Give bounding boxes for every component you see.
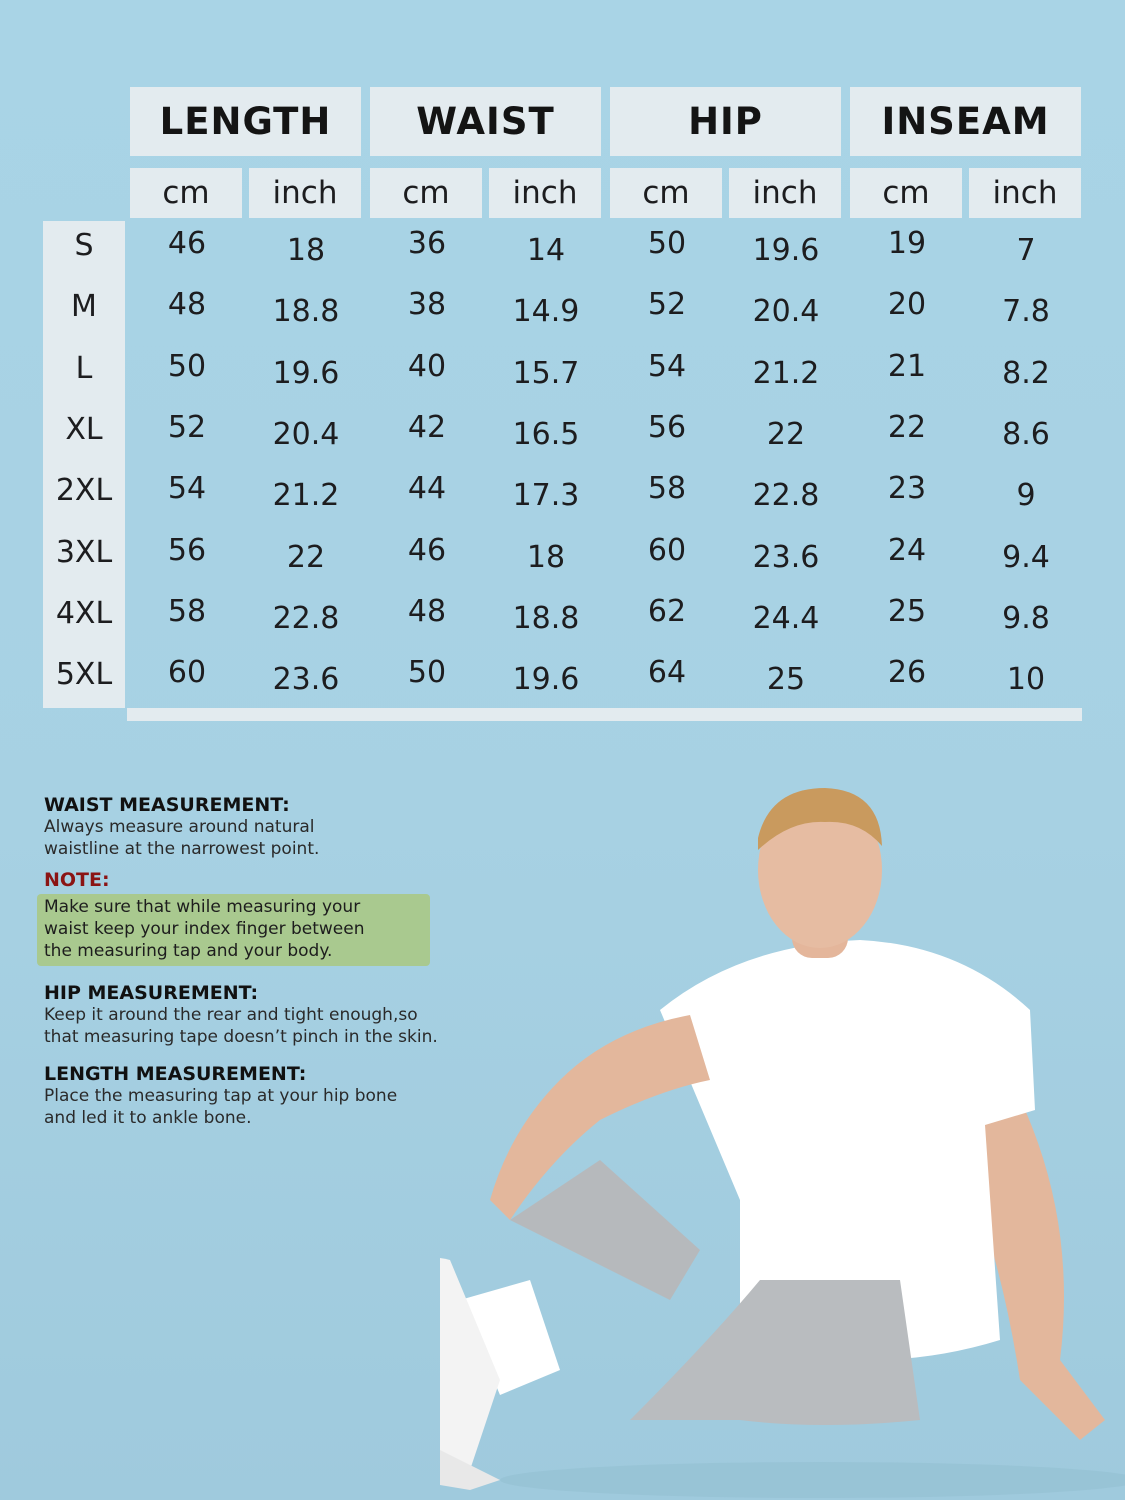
table-cell: 21 — [887, 348, 927, 384]
table-cell: 60 — [167, 655, 207, 691]
unit-waist-inch: inch — [489, 168, 601, 218]
note-box — [37, 894, 430, 966]
table-cell: 60 — [647, 532, 687, 568]
length-text-1: Place the measuring tap at your hip bone — [44, 1086, 398, 1106]
table-cell: 22.8 — [272, 600, 340, 636]
unit-hip-cm: cm — [610, 168, 722, 218]
table-cell: 50 — [407, 655, 447, 691]
length-text-2: and led it to ankle bone. — [44, 1108, 252, 1128]
unit-inseam-inch: inch — [969, 168, 1081, 218]
hip-text-2: that measuring tape doesn’t pinch in the skin. — [44, 1027, 438, 1047]
size-label: 5XL — [55, 657, 113, 693]
table-cell: 23.6 — [752, 539, 820, 575]
table-cell: 40 — [407, 348, 447, 384]
table-cell: 21.2 — [752, 355, 820, 391]
note-title: NOTE: — [44, 869, 110, 891]
model-photo — [440, 780, 1125, 1500]
table-cell: 24.4 — [752, 600, 820, 636]
table-cell: 18.8 — [272, 294, 340, 330]
table-cell: 8.2 — [1002, 355, 1050, 391]
table-cell: 42 — [407, 409, 447, 445]
note-title-wrap — [44, 869, 504, 891]
unit-waist-cm: cm — [370, 168, 482, 218]
table-cell: 20.4 — [272, 416, 340, 452]
unit-length-cm: cm — [130, 168, 242, 218]
size-label: 4XL — [55, 595, 113, 631]
size-label: S — [74, 228, 94, 263]
table-cell: 22 — [286, 539, 326, 575]
table-cell: 22.8 — [752, 478, 820, 514]
table-cell: 58 — [167, 593, 207, 629]
table-cell: 20 — [887, 287, 927, 323]
table-cell: 18 — [286, 233, 326, 268]
table-cell: 23.6 — [272, 662, 340, 698]
length-instructions — [44, 1063, 504, 1129]
table-cell: 58 — [647, 471, 687, 507]
table-cell: 62 — [647, 593, 687, 629]
table-cell: 22 — [766, 416, 806, 452]
table-cell: 21.2 — [272, 478, 340, 514]
table-cell: 46 — [407, 532, 447, 568]
size-label: M — [71, 289, 97, 325]
table-cell: 64 — [647, 655, 687, 691]
table-cell: 18 — [526, 539, 566, 575]
note-text-3: the measuring tap and your body. — [44, 941, 333, 961]
length-title: LENGTH MEASUREMENT: — [44, 1063, 307, 1085]
table-cell: 52 — [167, 409, 207, 445]
table-cell: 8.6 — [1002, 416, 1050, 452]
unit-length-inch: inch — [249, 168, 361, 218]
table-cell: 9.8 — [1002, 600, 1050, 636]
table-cell: 9.4 — [1002, 539, 1050, 575]
header-hip: HIP — [610, 87, 841, 156]
table-cell: 22 — [887, 409, 927, 445]
table-cell: 14.9 — [512, 294, 580, 330]
table-cell: 56 — [167, 532, 207, 568]
header-inseam: INSEAM — [850, 87, 1081, 156]
table-cell: 19.6 — [512, 662, 580, 698]
table-cell: 19.6 — [752, 233, 820, 268]
table-cell: 26 — [887, 655, 927, 691]
table-cell: 25 — [766, 662, 806, 698]
note-text-2: waist keep your index finger between — [44, 919, 365, 939]
note-text-1: Make sure that while measuring your — [44, 897, 361, 917]
table-cell: 10 — [1006, 662, 1046, 698]
waist-instructions — [44, 794, 504, 860]
table-cell: 14 — [526, 233, 566, 268]
table-cell: 36 — [407, 226, 447, 261]
table-cell: 38 — [407, 287, 447, 323]
table-cell: 18.8 — [512, 600, 580, 636]
size-label: XL — [65, 411, 103, 447]
table-cell: 17.3 — [512, 478, 580, 514]
waist-text-2: waistline at the narrowest point. — [44, 839, 320, 859]
size-label: 3XL — [55, 534, 113, 570]
table-cell: 19 — [887, 226, 927, 261]
table-cell: 7 — [1016, 233, 1036, 268]
table-cell: 7.8 — [1002, 294, 1050, 330]
table-cell: 16.5 — [512, 416, 580, 452]
table-cell: 50 — [647, 226, 687, 261]
table-cell: 23 — [887, 471, 927, 507]
hip-instructions — [44, 982, 504, 1048]
header-waist: WAIST — [370, 87, 601, 156]
unit-hip-inch: inch — [729, 168, 841, 218]
table-cell: 50 — [167, 348, 207, 384]
table-cell: 56 — [647, 409, 687, 445]
table-cell: 20.4 — [752, 294, 820, 330]
table-cell: 19.6 — [272, 355, 340, 391]
size-label: L — [75, 350, 93, 386]
table-cell: 44 — [407, 471, 447, 507]
size-label: 2XL — [55, 473, 113, 509]
table-cell: 54 — [647, 348, 687, 384]
header-length: LENGTH — [130, 87, 361, 156]
hip-title: HIP MEASUREMENT: — [44, 982, 259, 1004]
waist-text-1: Always measure around natural — [44, 817, 315, 837]
table-cell: 24 — [887, 532, 927, 568]
waist-title: WAIST MEASUREMENT: — [44, 794, 290, 816]
hip-text-1: Keep it around the rear and tight enough,so — [44, 1005, 418, 1025]
table-cell: 54 — [167, 471, 207, 507]
unit-inseam-cm: cm — [850, 168, 962, 218]
table-cell: 25 — [887, 593, 927, 629]
table-cell: 52 — [647, 287, 687, 323]
table-cell: 48 — [167, 287, 207, 323]
table-cell: 9 — [1016, 478, 1036, 514]
table-cell: 46 — [167, 226, 207, 261]
table-bottom-bar — [127, 708, 1082, 721]
table-cell: 15.7 — [512, 355, 580, 391]
table-cell: 48 — [407, 593, 447, 629]
